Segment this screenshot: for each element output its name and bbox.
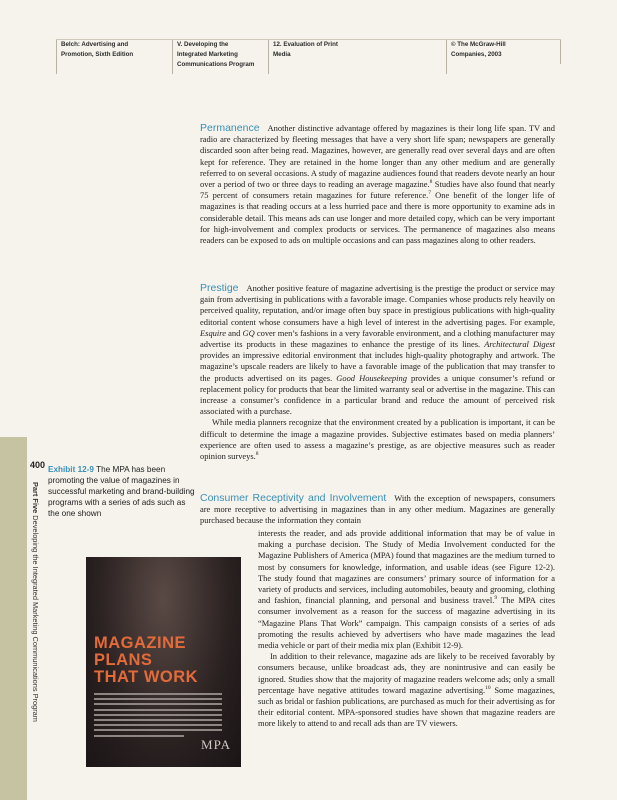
magazine-name: Good Housekeeping (336, 372, 407, 383)
magazine-name: GQ (242, 327, 255, 338)
paragraph-text: In addition to their relevance, magazine ads are likely to be received favorably by consumers because, unlike broadcast ads, they are nonintrusive and can easily be ignored. Studies show that the majority of magazine readers welcome ads; only a small percentage have negative attitudes toward magazine advertising. (258, 651, 555, 695)
ad-title (94, 635, 198, 686)
exhibit-label: Exhibit 12-9 (48, 465, 94, 474)
footnote-ref: 9 (494, 595, 498, 602)
paragraph-text: Another distinctive advantage offered by magazines is their long life span. TV and radio are characterized by fleeting messages that have a very short life span; newspapers are generally discarded soon after being read. Magazines, however, are generally read over several days and are often kept for reference. They are retained in the home longer than any other medium and are generally referred to on several occasions. A study of magazine audiences found that readers devote nearly an hour over a period of two or three days to reading an average magazine. (200, 123, 555, 190)
paragraph-text: One benefit of the longer life of magazines is that reading occurs at a less hurried pace and there is more opportunity to examine ads in considerable detail. This means ads can use longer and more detailed copy, which can be very important for high-involvement and complex products or services. The permanence of magazines also means readers can be exposed to ads on multiple occasions and can pass magazines along to other readers. (200, 190, 555, 246)
heading-prestige: Prestige (200, 282, 239, 294)
paragraph-text: The MPA cites consumer involvement as a reason for the success of magazine advertising in its “Magazine Plans That Work” campaign. This campaign consists of a series of ads promoting the results achieved by advertisers who have made magazines the lead media vehicle or part of their media mix plan (Exhibit 12-9). (258, 595, 555, 651)
section-receptivity-continued (258, 528, 555, 730)
heading-permanence: Permanence (200, 122, 260, 134)
running-title (30, 482, 40, 772)
ad-title-line: PLANS (94, 651, 153, 669)
ad-title-line: THAT WORK (94, 668, 199, 686)
paragraph-text: and (225, 327, 243, 338)
header-part-line: V. Developing the (177, 41, 229, 48)
header-chapter (268, 40, 446, 74)
header-right-rule (560, 40, 561, 64)
ad-logo: MPA (201, 737, 231, 752)
section-prestige (200, 283, 555, 462)
header-part-line: Communications Program (177, 61, 255, 68)
footnote-ref: 8 (255, 451, 259, 458)
section-permanence (200, 123, 555, 246)
paragraph-text: While media planners recognize that the environment created by a publication is important, it can be difficult to determine the image a magazine provides. Subjective estimates based on media planners’ experience are often used to assess a magazine’s prestige, as are objective measures such as reader opinion surveys. (200, 417, 555, 462)
paragraph-text: provides an impressive editorial environment that includes high-quality photography and artwork. The magazine’s upscale readers are likely to have a favorable image of the publication that may transfer to the products advertised on its pages. (200, 350, 555, 383)
exhibit-caption (48, 464, 198, 519)
ad-title-line: MAGAZINE (94, 634, 186, 652)
running-title-text: Developing the Integrated Marketing Communications Program (31, 515, 40, 722)
header-copyright-line: © The McGraw-Hill (451, 41, 506, 48)
paragraph-text: provides a unique consumer’s refund or replacement policy for products that bear the limited warranty seal or advertise in the magazine. This can increase a consumer’s confidence in a particular brand and reduce the amount of perceived risk associated with a purchase. (200, 372, 555, 417)
paragraph-text: With the exception of newspapers, consumers are more receptive to advertising in magazines than in any other medium. Magazines are generally purchased because the information they contain (200, 493, 555, 526)
header-chapter-line: 12. Evaluation of Print (273, 41, 338, 48)
paragraph-text: Some magazines, such as bridal or fashion publications, are purchased as much for their advertising as for their editorial content. MPA-sponsored studies have shown that magazine readers are more likely to attend to and recall ads than are TV viewers. (258, 684, 556, 729)
ad-body-copy (94, 693, 222, 740)
header-book (56, 40, 172, 74)
paragraph-text: Another positive feature of magazine advertising is the prestige the product or service may gain from advertising in publications with a favorable image. Companies whose products rely heavily on perceived quality, reputation, and/or image often buy space in prestigious publications with high-quality editorial content whose consumers have a high level of interest in the advertising pages. For example, (200, 283, 555, 327)
footnote-ref: 10 (485, 685, 491, 692)
running-title-part: Part Five (31, 482, 40, 514)
footnote-ref: 7 (428, 190, 431, 197)
paragraph-text: cover men’s fashions in a very favorable environment, and a clothing manufacturer may advertise its products in these magazines to enhance the prestige of its lines. (200, 327, 555, 350)
footnote-ref: 8 (429, 179, 433, 186)
magazine-name: Esquire (200, 327, 226, 338)
paragraph-text: Studies have also found that nearly 75 percent of consumers retain magazines for future reference. (200, 179, 555, 201)
header-copyright-line: Companies, 2003 (451, 51, 502, 58)
page-number: 400 (30, 460, 46, 470)
magazine-ad-image (86, 557, 241, 767)
paragraph-text: interests the reader, and ads provide additional information that may be of value in making a purchase decision. The Study of Media Involvement conducted for the Magazine Publishers of America (MPA) found that magazines are the medium turned to most by consumers for knowledge, information, and usable ideas (see Figure 12-2). The study found that magazines are consumers’ primary source of information for a variety of products and services, including automobiles, beauty and grooming, clothing and fashion, financial planning, and personal and business travel. (258, 528, 555, 606)
header-part-line: Integrated Marketing (177, 51, 238, 58)
header-chapter-line: Media (273, 51, 291, 58)
magazine-name: Architectural Digest (484, 339, 555, 350)
header-book-line: Belch: Advertising and (61, 41, 129, 48)
heading-receptivity: Consumer Receptivity and Involvement (200, 492, 387, 504)
margin-sidebar (0, 437, 27, 800)
header-copyright (446, 40, 560, 74)
header-part (172, 40, 268, 74)
exhibit-caption-text: The MPA has been promoting the value of magazines in successful marketing and brand-building programs with a series of ads such as the one shown (48, 465, 195, 518)
header-book-line: Promotion, Sixth Edition (61, 51, 134, 58)
section-receptivity (200, 493, 555, 527)
